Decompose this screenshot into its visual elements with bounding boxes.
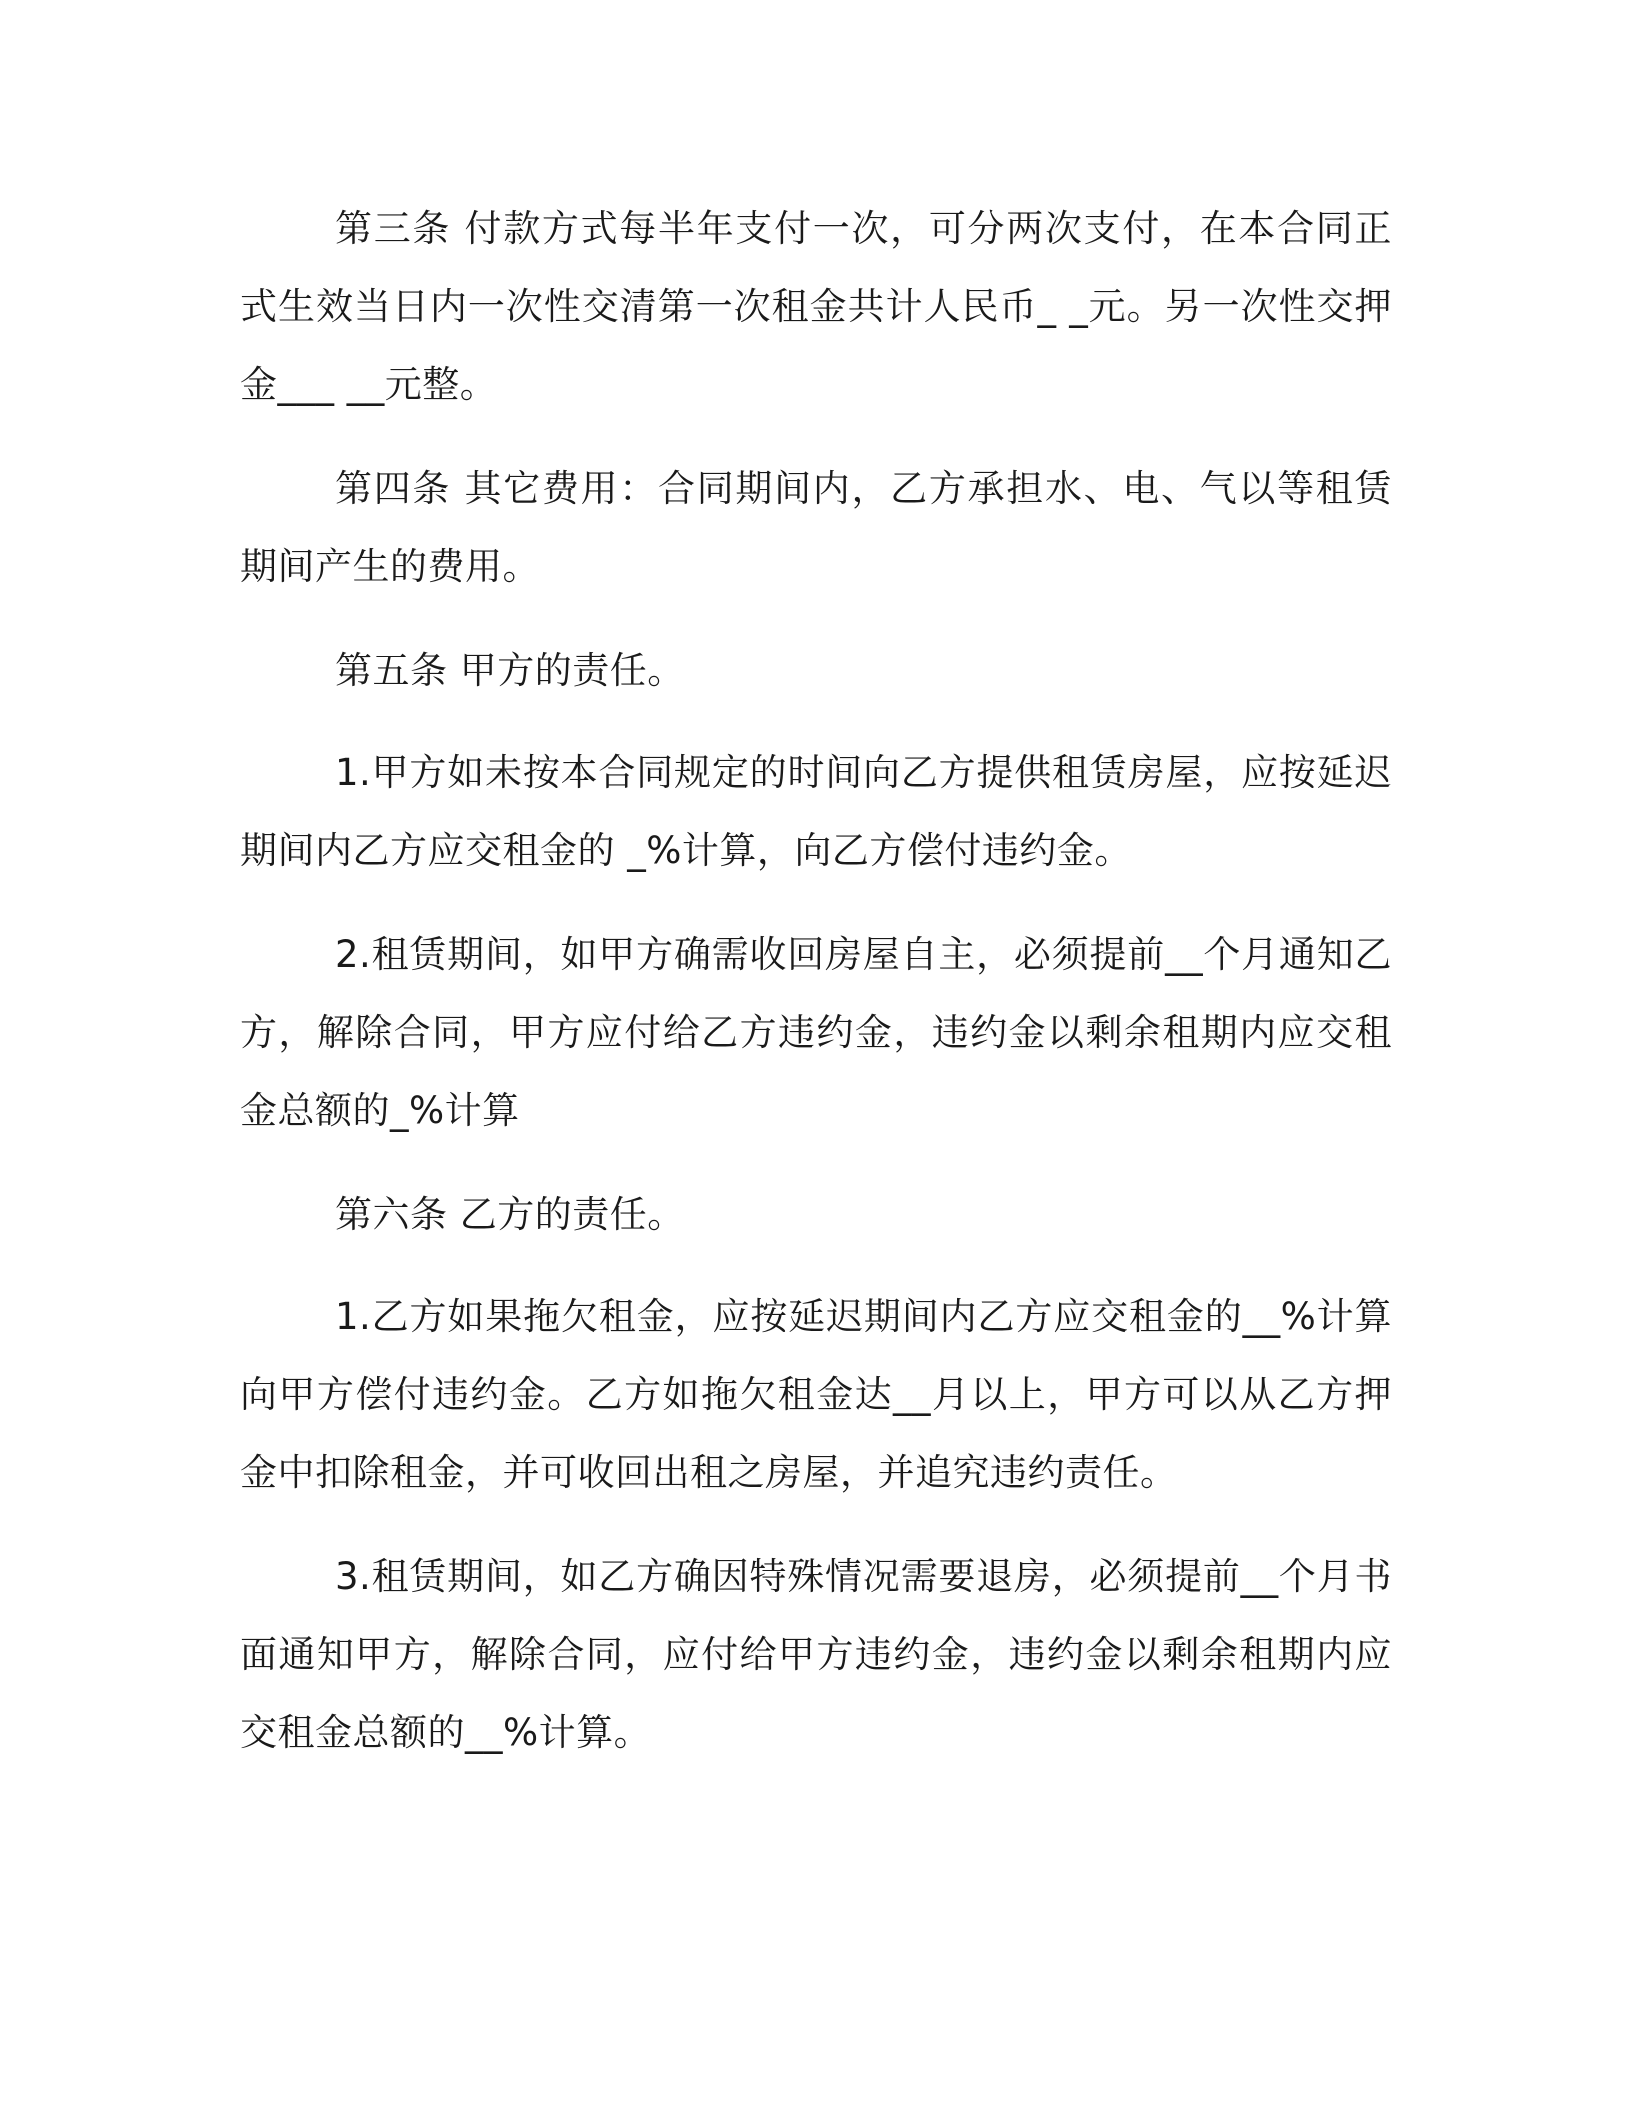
article-6-clause-3: 3.租赁期间，如乙方确因特殊情况需要退房，必须提前__个月书面通知甲方，解除合同，应付给甲方违约金，违约金以剩余租期内应交租金总额的__%计算。 [240, 1555, 1392, 1754]
article-3-payment: 第三条 付款方式每半年支付一次，可分两次支付，在本合同正式生效当日内一次性交清第一次租金共计人民币_ _元。另一次性交押金___ __元整。 [240, 207, 1392, 406]
article-6-heading: 第六条 乙方的责任。 [335, 1193, 685, 1236]
article-6-clause-1: 1.乙方如果拖欠租金，应按延迟期间内乙方应交租金的__%计算向甲方偿付违约金。乙方如拖欠租金达__月以上，甲方可以从乙方押金中扣除租金，并可收回出租之房屋，并追究违约责任。 [240, 1295, 1392, 1494]
article-5-clause-2: 2.租赁期间，如甲方确需收回房屋自主，必须提前__个月通知乙方，解除合同，甲方应付给乙方违约金，违约金以剩余租期内应交租金总额的_%计算 [240, 933, 1392, 1132]
article-5-heading: 第五条 甲方的责任。 [335, 649, 685, 692]
document-page [240, 190, 1392, 1798]
article-4-other-fees: 第四条 其它费用：合同期间内，乙方承担水、电、气以等租赁期间产生的费用。 [240, 467, 1392, 588]
article-5-clause-1: 1.甲方如未按本合同规定的时间向乙方提供租赁房屋，应按延迟期间内乙方应交租金的 _%计算，向乙方偿付违约金。 [240, 751, 1392, 872]
